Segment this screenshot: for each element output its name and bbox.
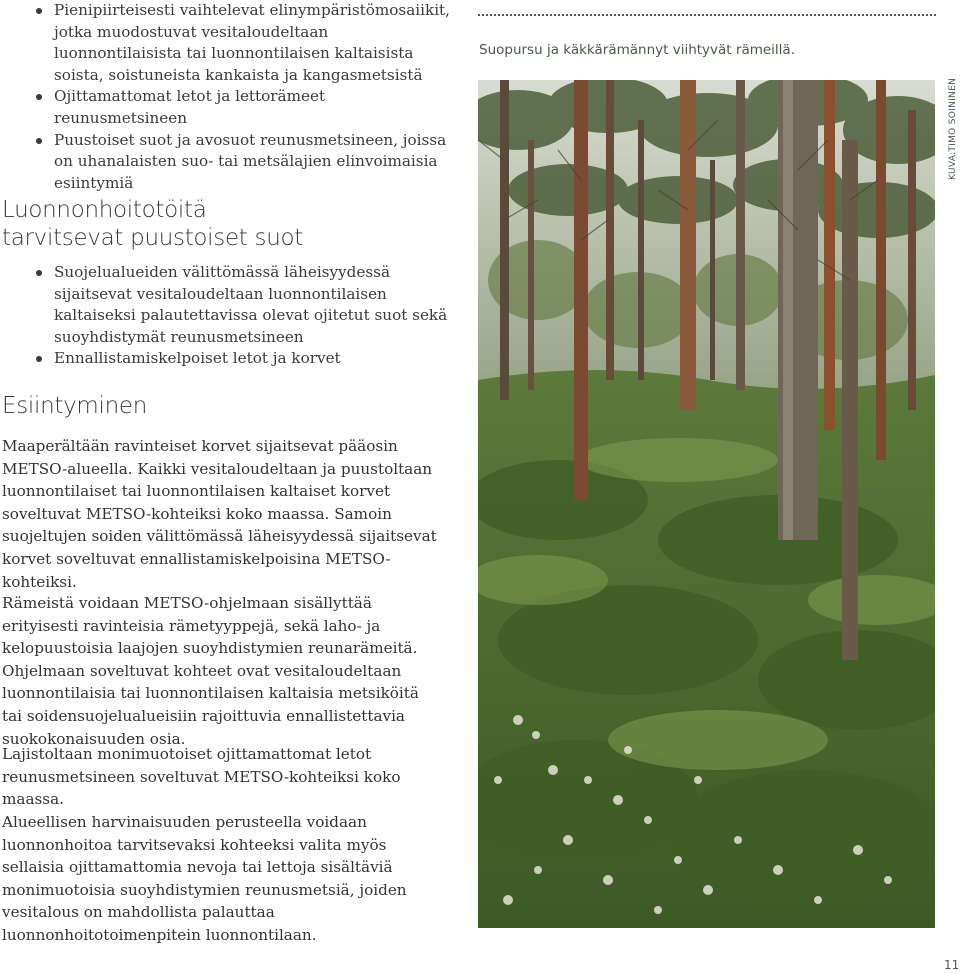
- restoration-bullet-list: [0, 262, 450, 370]
- habitat-bullet-list: [0, 0, 450, 194]
- list-item: Pienipiirteisesti vaihtelevat elinympäristömosaiikit, jotka muodostuvat vesitaloudeltaan luonnontilaisista tai luonnontilaisen kaltaisista soista, soistuneista kankaista ja kangasmetsistä: [0, 0, 450, 86]
- pine-bog-photo: [478, 80, 935, 928]
- page-number: 11: [944, 958, 960, 972]
- list-item: Suojelualueiden välittömässä läheisyydessä sijaitsevat vesitaloudeltaan luonnontilaisen kaltaiseksi palautettavissa olevat ojitetut suot sekä suoyhdistymät reunusmetsineen: [0, 262, 450, 348]
- list-item: Ojittamattomat letot ja lettorämeet reunusmetsineen: [0, 86, 450, 129]
- list-item: Ennallistamiskelpoiset letot ja korvet: [0, 348, 450, 370]
- section-heading-restoration: Luonnonhoitotöitä tarvitsevat puustoiset suot: [2, 197, 303, 251]
- paragraph: Alueellisen harvinaisuuden perusteella voidaan luonnonhoitoa tarvitsevaksi kohteeksi valita myös sellaisia ojittamattomia nevoja tai lettoja sisältäviä monimuotoisia suoyhdistymien reunusmetsiä, joiden vesitalous on mahdollista palauttaa luonnonhoitotoimenpitein luonnontilaan.: [2, 813, 407, 944]
- section-heading-occurrence: Esiintyminen: [2, 393, 148, 419]
- paragraph: Rämeistä voidaan METSO-ohjelmaan sisällyttää erityisesti ravinteisia rämetyyppejä, sekä laho- ja kelopuustoisia laajojen suoyhdistymien reunarämeitä. Ohjelmaan soveltuvat kohteet ovat vesitaloudeltaan luonnontilaisia tai luonnontilaisen kaltaisia metsiköitä tai soidensuojelualueisiin rajoittuvia ennallistettavia suokokonaisuuden osia.: [2, 594, 419, 748]
- photo-caption: Suopursu ja käkkärämännyt viihtyvät rämeillä.: [479, 42, 795, 58]
- photo-credit: KUVA:TIMO SOININEN: [948, 77, 958, 180]
- paragraph: Lajistoltaan monimuotoiset ojittamattomat letot reunusmetsineen soveltuvat METSO-kohteiksi koko maassa.: [2, 745, 401, 809]
- paragraph: Maaperältään ravinteiset korvet sijaitsevat pääosin METSO-alueella. Kaikki vesitaloudeltaan ja puustoltaan luonnontilaiset tai luonnontilaisen kaltaiset korvet soveltuvat METSO-kohteiksi koko maassa. Samoin suojeltujen soiden välittömässä läheisyydessä sijaitsevat korvet soveltuvat ennallistamiskelpoisina METSO-kohteiksi.: [2, 437, 437, 591]
- list-item: Puustoiset suot ja avosuot reunusmetsineen, joissa on uhanalaisten suo- tai metsälajien elinvoimaisia esiintymiä: [0, 130, 450, 195]
- caption-divider: [478, 14, 936, 16]
